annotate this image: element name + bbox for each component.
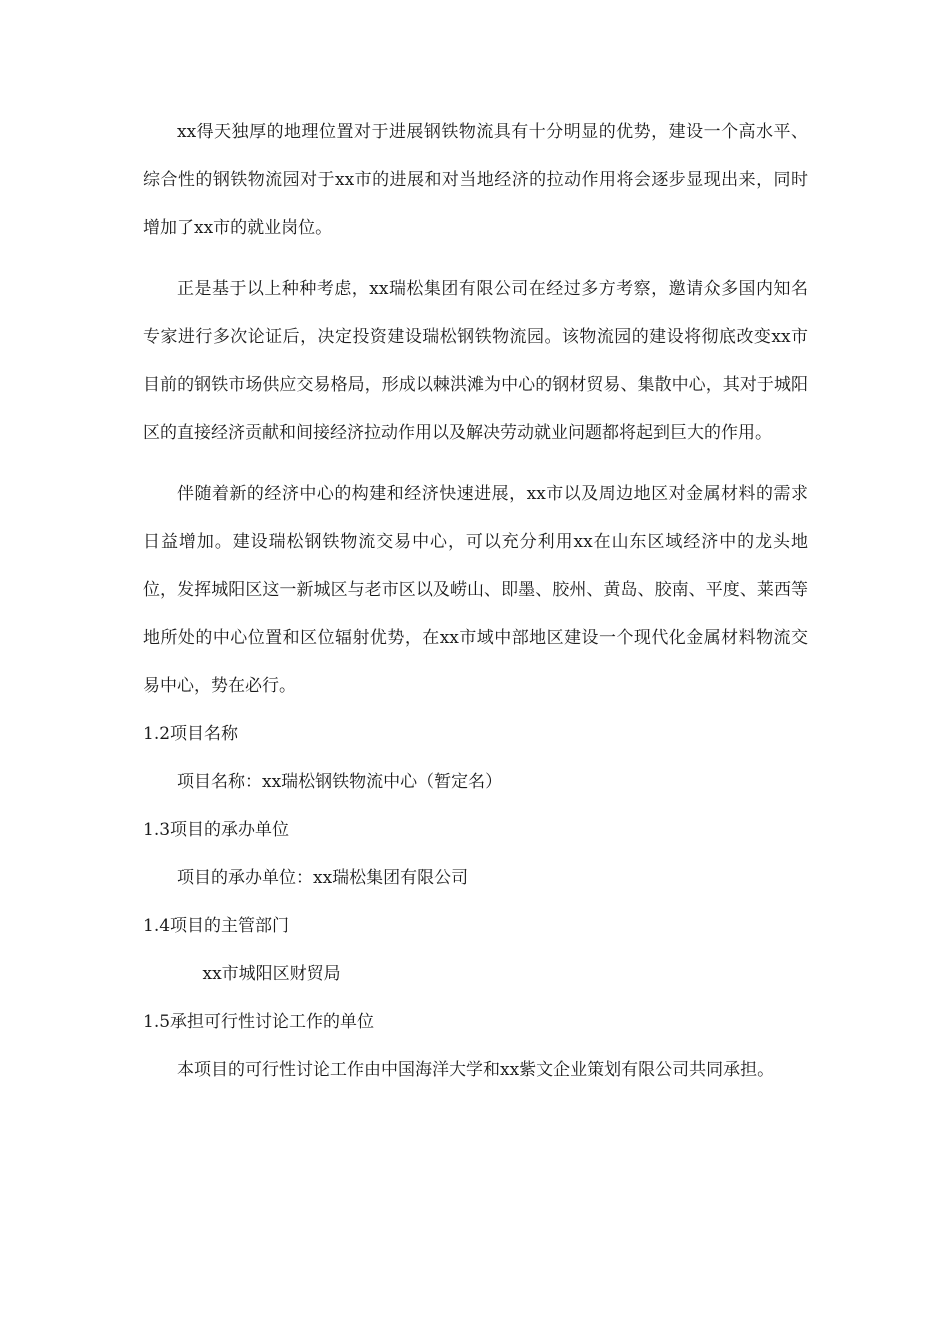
section-content-sponsor: 项目的承办单位：xx瑞松集团有限公司: [177, 868, 469, 888]
section-heading-project-name: 1.2项目名称: [143, 724, 239, 744]
body-paragraph-2: 正是基于以上种种考虑，xx瑞松集团有限公司在经过多方考察，邀请众多国内知名专家进行多次论证后，决定投资建设瑞松钢铁物流园。该物流园的建设将彻底改变xx市目前的钢铁市场供应交易格局，形成以棘洪滩为中心的钢材贸易、集散中心，其对于城阳区的直接经济贡献和间接经济拉动作用以及解决劳动就业问题都将起到巨大的作用。: [143, 279, 808, 443]
section-content-study-unit: 本项目的可行性讨论工作由中国海洋大学和xx紫文企业策划有限公司共同承担。: [177, 1060, 775, 1080]
section-content-project-name: 项目名称：xx瑞松钢铁物流中心（暂定名）: [177, 772, 503, 792]
body-paragraph-1: xx得天独厚的地理位置对于进展钢铁物流具有十分明显的优势，建设一个高水平、综合性的钢铁物流园对于xx市的进展和对当地经济的拉动作用将会逐步显现出来，同时增加了xx市的就业岗位。: [143, 122, 808, 238]
body-paragraph-3: 伴随着新的经济中心的构建和经济快速进展，xx市以及周边地区对金属材料的需求日益增加。建设瑞松钢铁物流交易中心，可以充分利用xx在山东区域经济中的龙头地位，发挥城阳区这一新城区与老市区以及崂山、即墨、胶州、黄岛、胶南、平度、莱西等地所处的中心位置和区位辐射优势，在xx市域中部地区建设一个现代化金属材料物流交易中心，势在必行。: [143, 484, 808, 696]
section-heading-sponsor: 1.3项目的承办单位: [143, 820, 290, 840]
section-heading-study-unit: 1.5承担可行性讨论工作的单位: [143, 1012, 375, 1032]
section-heading-authority: 1.4项目的主管部门: [143, 916, 290, 936]
section-content-authority: xx市城阳区财贸局: [202, 964, 341, 984]
document-page: [143, 108, 808, 1094]
